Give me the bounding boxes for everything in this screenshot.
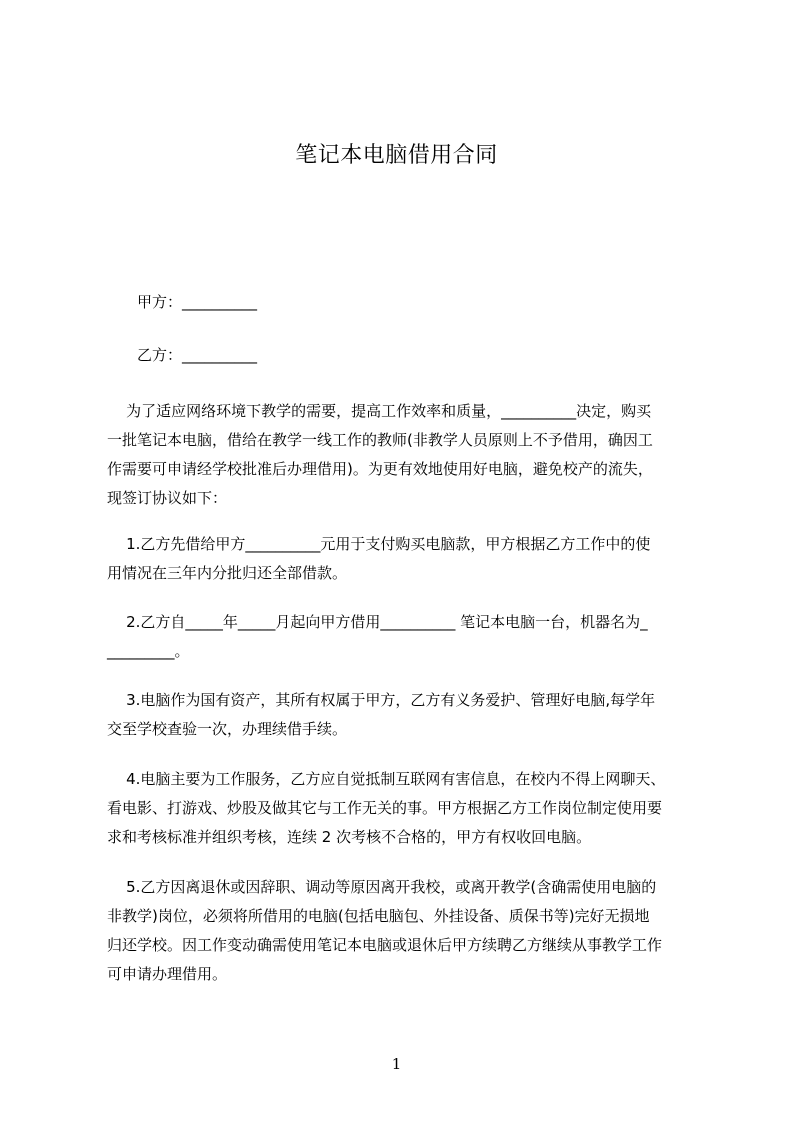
- clause-line: _________。: [107, 642, 190, 660]
- clause-5: [107, 873, 717, 989]
- clause-1: [107, 530, 717, 588]
- clause-line: 交至学校查验一次，办理续借手续。: [107, 720, 348, 738]
- clause-line: 用情况在三年内分批归还全部借款。: [107, 564, 348, 582]
- intro-paragraph: [107, 397, 717, 513]
- intro-line: 一批笔记本电脑，借给在教学一线工作的教师(非教学人员原则上不予借用，确因工: [107, 431, 653, 449]
- intro-line: 为了适应网络环境下教学的需要，提高工作效率和质量，__________决定，购买: [107, 402, 652, 420]
- clause-4: [107, 765, 717, 852]
- clause-line: 1.乙方先借给甲方__________元用于支付购买电脑款，甲方根据乙方工作中的使: [107, 535, 651, 553]
- clause-2: [107, 608, 717, 666]
- intro-line: 作需要可申请经学校批准后办理借用)。为更有效地使用好电脑，避免校产的流失，: [107, 460, 653, 478]
- party-a-line: 甲方：__________: [137, 293, 258, 311]
- clause-line: 3.电脑作为国有资产，其所有权属于甲方，乙方有义务爱护、管理好电脑,每学年: [107, 691, 656, 709]
- clause-line: 看电影、打游戏、炒股及做其它与工作无关的事。甲方根据乙方工作岗位制定使用要: [107, 799, 663, 817]
- clause-line: 可申请办理借用。: [107, 965, 228, 983]
- page-number: 1: [391, 1055, 402, 1073]
- clause-line: 非教学)岗位，必须将所借用的电脑(包括电脑包、外挂设备、质保书等)完好无损地: [107, 907, 650, 925]
- clause-line: 2.乙方自_____年_____月起向甲方借用__________ 笔记本电脑一台，机器名为_: [107, 613, 648, 631]
- clause-3: [107, 686, 717, 744]
- clause-line: 求和考核标准并组织考核，连续 2 次考核不合格的，甲方有权收回电脑。: [107, 828, 592, 846]
- clause-line: 归还学校。因工作变动确需使用笔记本电脑或退休后甲方续聘乙方继续从事教学工作: [107, 936, 663, 954]
- clause-line: 4.电脑主要为工作服务，乙方应自觉抵制互联网有害信息，在校内不得上网聊天、: [107, 770, 666, 788]
- clause-line: 5.乙方因离退休或因辞职、调动等原因离开我校，或离开教学(含确需使用电脑的: [107, 878, 657, 896]
- document-title: 笔记本电脑借用合同: [295, 143, 498, 168]
- intro-line: 现签订协议如下：: [107, 489, 228, 507]
- party-b-line: 乙方：__________: [137, 346, 258, 364]
